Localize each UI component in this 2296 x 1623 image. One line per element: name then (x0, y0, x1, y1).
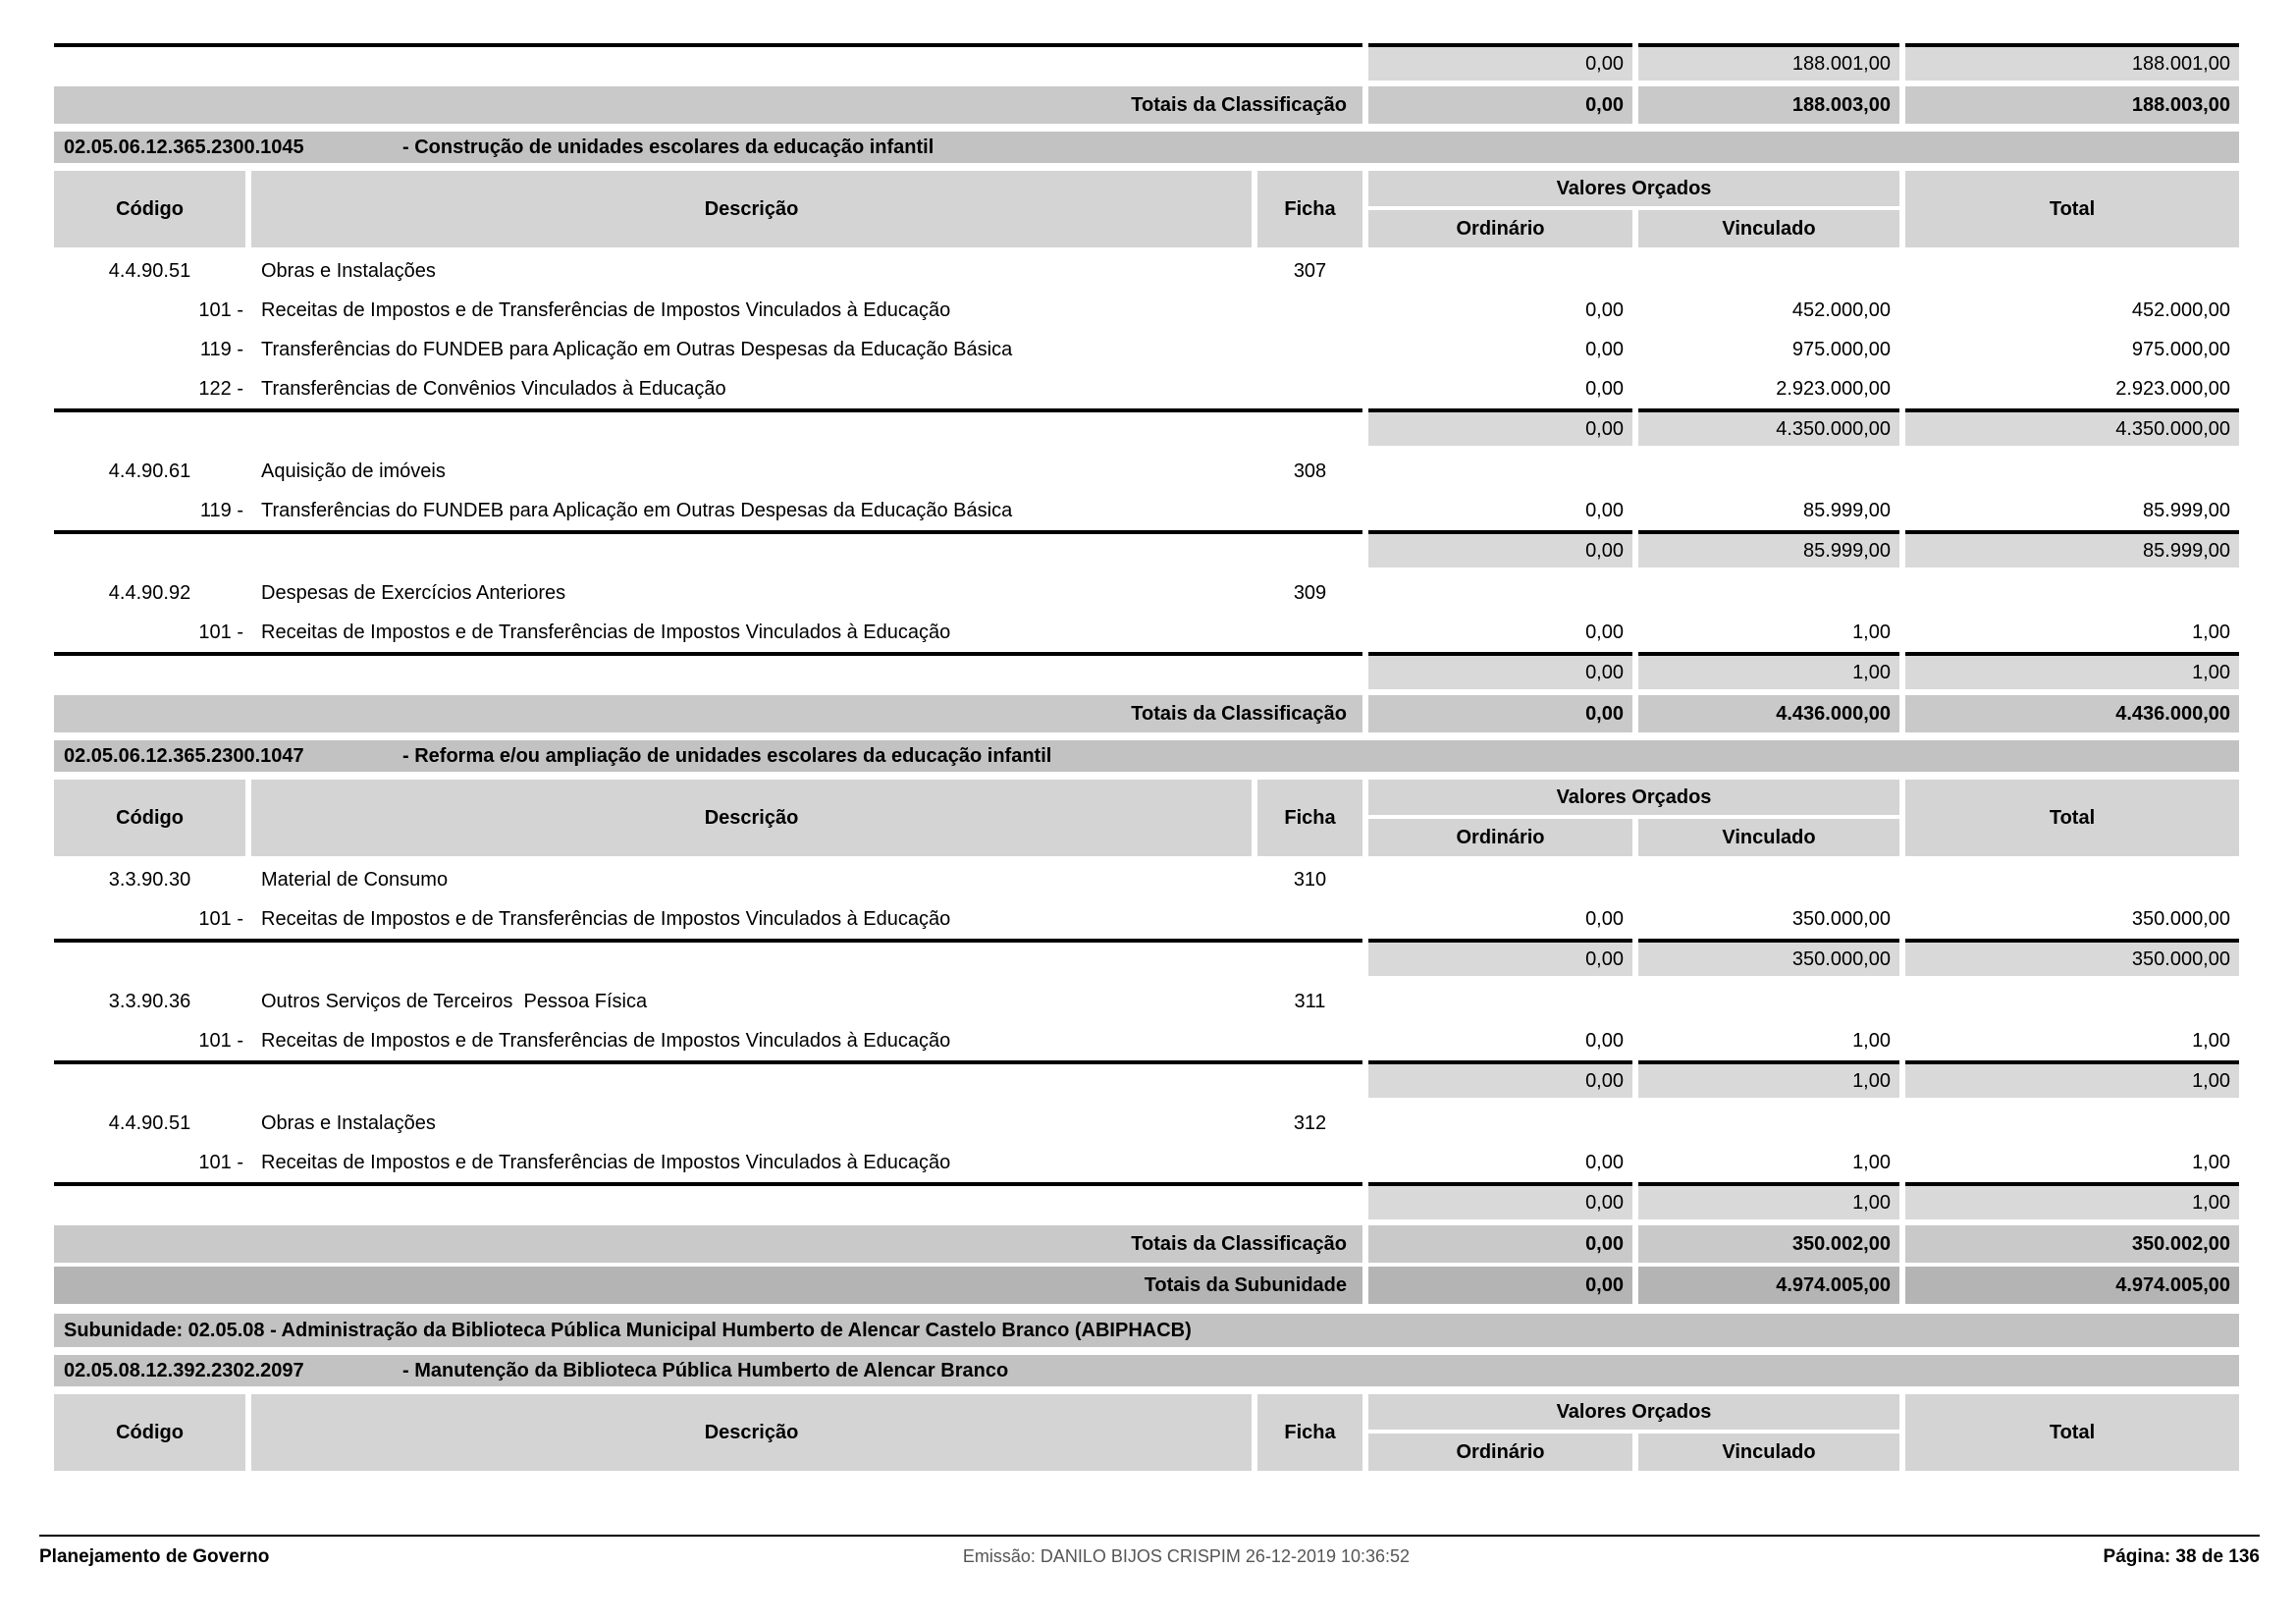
subtotal-vinculado: 85.999,00 (1638, 530, 1899, 568)
source-number: 101 - (198, 1029, 243, 1052)
column-header-descricao: Descrição (251, 780, 1252, 856)
source-vinculado: 350.000,00 (1791, 907, 1891, 930)
footer-report-name: Planejamento de Governo (39, 1546, 270, 1567)
source-description: Receitas de Impostos e de Transferências de Impostos Vinculados à Educação (261, 1151, 951, 1173)
classification-totals-vinculado: 4.436.000,00 (1638, 695, 1899, 732)
column-header-vinculado: Vinculado (1638, 210, 1899, 247)
section-title: - Manutenção da Biblioteca Pública Humberto de Alencar Branco (402, 1359, 1009, 1381)
subunit-totals-total: 4.974.005,00 (1905, 1267, 2239, 1304)
column-header-total: Total (1905, 171, 2239, 247)
funding-source-row (54, 613, 2239, 652)
column-header-total: Total (1905, 1394, 2239, 1471)
classification-totals-row (54, 695, 2239, 732)
source-description: Transferências do FUNDEB para Aplicação em Outras Despesas da Educação Básica (261, 338, 1013, 360)
subtotal-vinculado: 1,00 (1638, 1060, 1899, 1098)
subtotal-row (54, 530, 2239, 568)
classification-totals-total: 4.436.000,00 (1905, 695, 2239, 732)
funding-source-row (54, 491, 2239, 530)
report-table (54, 43, 2239, 1475)
section-header-band (54, 1355, 2239, 1386)
funding-source-row (54, 330, 2239, 369)
column-header-ficha: Ficha (1257, 171, 1362, 247)
classification-totals-ordinario: 0,00 (1368, 695, 1632, 732)
expense-code: 4.4.90.92 (108, 581, 191, 604)
expense-code: 4.4.90.51 (108, 259, 191, 282)
column-header-descricao: Descrição (251, 1394, 1252, 1471)
source-vinculado: 452.000,00 (1791, 298, 1891, 321)
source-ordinario: 0,00 (1585, 621, 1624, 643)
subunit-totals-ordinario: 0,00 (1368, 1267, 1632, 1304)
subtotal-label-spacer (54, 530, 1362, 568)
subtotal-label-spacer (54, 43, 1362, 81)
subunit-totals-row (54, 1267, 2239, 1304)
subtotal-ordinario: 0,00 (1368, 652, 1632, 689)
classification-totals-ordinario: 0,00 (1368, 86, 1632, 124)
classification-totals-total: 350.002,00 (1905, 1225, 2239, 1263)
expense-ficha: 311 (1294, 990, 1326, 1012)
source-number: 101 - (198, 907, 243, 930)
source-total: 975.000,00 (2131, 338, 2230, 360)
funding-source-row (54, 1021, 2239, 1060)
source-vinculado: 2.923.000,00 (1776, 377, 1891, 400)
column-header-row (54, 171, 2239, 247)
column-header-codigo: Código (54, 171, 245, 247)
source-description: Receitas de Impostos e de Transferências de Impostos Vinculados à Educação (261, 1029, 951, 1052)
funding-source-row (54, 291, 2239, 330)
expense-description: Despesas de Exercícios Anteriores (261, 581, 566, 604)
expense-code: 4.4.90.51 (108, 1111, 191, 1134)
expense-description: Aquisição de imóveis (261, 460, 446, 482)
expense-code: 3.3.90.30 (108, 868, 191, 891)
subtotal-row (54, 1060, 2239, 1098)
source-number: 119 - (199, 499, 243, 521)
subtotal-ordinario: 0,00 (1368, 408, 1632, 446)
source-vinculado: 975.000,00 (1791, 338, 1891, 360)
source-total: 1,00 (2192, 621, 2230, 643)
column-header-codigo: Código (54, 1394, 245, 1471)
subunit-band (54, 1314, 2239, 1347)
footer-page-number: Página: 38 de 136 (2103, 1546, 2260, 1567)
subtotal-ordinario: 0,00 (1368, 1060, 1632, 1098)
source-ordinario: 0,00 (1585, 298, 1624, 321)
column-header-valores-orcados: Valores Orçados (1368, 171, 1899, 206)
subtotal-total: 1,00 (1905, 1060, 2239, 1098)
funding-source-row (54, 369, 2239, 408)
subtotal-ordinario: 0,00 (1368, 530, 1632, 568)
column-header-codigo: Código (54, 780, 245, 856)
column-header-valores-orcados: Valores Orçados (1368, 780, 1899, 815)
section-code: 02.05.06.12.365.2300.1047 (64, 744, 304, 767)
source-total: 452.000,00 (2131, 298, 2230, 321)
expense-code: 4.4.90.61 (108, 460, 191, 482)
subtotal-vinculado: 350.000,00 (1638, 939, 1899, 976)
subtotal-vinculado: 1,00 (1638, 652, 1899, 689)
classification-totals-label: Totais da Classificação (54, 1225, 1362, 1263)
source-total: 2.923.000,00 (2115, 377, 2230, 400)
classification-totals-vinculado: 350.002,00 (1638, 1225, 1899, 1263)
subtotal-row (54, 408, 2239, 446)
footer-emission-info: Emissão: DANILO BIJOS CRISPIM 26-12-2019 10:36:52 (962, 1546, 1411, 1566)
classification-totals-label: Totais da Classificação (54, 695, 1362, 732)
subunit-totals-vinculado: 4.974.005,00 (1638, 1267, 1899, 1304)
column-header-ordinario: Ordinário (1368, 210, 1632, 247)
subtotal-vinculado: 4.350.000,00 (1638, 408, 1899, 446)
subtotal-total: 85.999,00 (1905, 530, 2239, 568)
subtotal-vinculado: 1,00 (1638, 1182, 1899, 1219)
section-header-band (54, 740, 2239, 772)
classification-totals-row (54, 86, 2239, 124)
classification-totals-vinculado: 188.003,00 (1638, 86, 1899, 124)
expense-ficha: 308 (1293, 460, 1327, 482)
subtotal-total: 350.000,00 (1905, 939, 2239, 976)
column-header-descricao: Descrição (251, 171, 1252, 247)
source-ordinario: 0,00 (1585, 907, 1624, 930)
subtotal-total: 188.001,00 (1905, 43, 2239, 81)
source-description: Transferências de Convênios Vinculados à Educação (261, 377, 726, 400)
subtotal-vinculado: 188.001,00 (1638, 43, 1899, 81)
expense-description: Obras e Instalações (261, 1111, 436, 1134)
subtotal-total: 1,00 (1905, 1182, 2239, 1219)
source-vinculado: 1,00 (1852, 621, 1891, 643)
expense-code-row (54, 251, 2239, 291)
column-header-total: Total (1905, 780, 2239, 856)
source-description: Transferências do FUNDEB para Aplicação em Outras Despesas da Educação Básica (261, 499, 1013, 521)
source-number: 101 - (198, 621, 243, 643)
subtotal-row (54, 939, 2239, 976)
source-number: 101 - (198, 298, 243, 321)
expense-code: 3.3.90.36 (108, 990, 191, 1012)
subtotal-label-spacer (54, 939, 1362, 976)
classification-totals-label: Totais da Classificação (54, 86, 1362, 124)
classification-totals-ordinario: 0,00 (1368, 1225, 1632, 1263)
source-ordinario: 0,00 (1585, 377, 1624, 400)
column-header-ordinario: Ordinário (1368, 819, 1632, 856)
expense-description: Material de Consumo (261, 868, 449, 891)
subtotal-ordinario: 0,00 (1368, 939, 1632, 976)
subtotal-label-spacer (54, 1182, 1362, 1219)
source-description: Receitas de Impostos e de Transferências de Impostos Vinculados à Educação (261, 621, 951, 643)
expense-code-row (54, 1104, 2239, 1143)
classification-totals-row (54, 1225, 2239, 1263)
source-total: 1,00 (2192, 1151, 2230, 1173)
subtotal-total: 4.350.000,00 (1905, 408, 2239, 446)
funding-source-row (54, 899, 2239, 939)
source-vinculado: 85.999,00 (1803, 499, 1891, 521)
column-header-ficha: Ficha (1257, 1394, 1362, 1471)
column-header-row (54, 1394, 2239, 1471)
subtotal-label-spacer (54, 408, 1362, 446)
expense-code-row (54, 982, 2239, 1021)
subtotal-row (54, 652, 2239, 689)
classification-totals-total: 188.003,00 (1905, 86, 2239, 124)
source-description: Receitas de Impostos e de Transferências de Impostos Vinculados à Educação (261, 907, 951, 930)
column-header-row (54, 780, 2239, 856)
subunit-band-label: Subunidade: 02.05.08 - Administração da Biblioteca Pública Municipal Humberto de Alencar Castelo Branco (ABIPHACB) (64, 1319, 1192, 1341)
column-header-ordinario: Ordinário (1368, 1434, 1632, 1471)
source-number: 122 - (198, 377, 243, 400)
subtotal-row (54, 1182, 2239, 1219)
expense-description: Obras e Instalações (261, 259, 436, 282)
expense-ficha: 310 (1293, 868, 1327, 891)
subtotal-ordinario: 0,00 (1368, 1182, 1632, 1219)
column-header-vinculado: Vinculado (1638, 819, 1899, 856)
source-number: 101 - (198, 1151, 243, 1173)
expense-ficha: 312 (1293, 1111, 1327, 1134)
expense-description: Outros Serviços de Terceiros Pessoa Física (261, 990, 648, 1012)
subtotal-label-spacer (54, 1060, 1362, 1098)
source-ordinario: 0,00 (1585, 1029, 1624, 1052)
source-description: Receitas de Impostos e de Transferências de Impostos Vinculados à Educação (261, 298, 951, 321)
column-header-ficha: Ficha (1257, 780, 1362, 856)
section-title: - Reforma e/ou ampliação de unidades escolares da educação infantil (402, 744, 1052, 767)
subtotal-total: 1,00 (1905, 652, 2239, 689)
source-ordinario: 0,00 (1585, 338, 1624, 360)
section-header-band (54, 132, 2239, 163)
source-total: 85.999,00 (2143, 499, 2230, 521)
expense-code-row (54, 860, 2239, 899)
source-total: 1,00 (2192, 1029, 2230, 1052)
section-title: - Construção de unidades escolares da educação infantil (402, 135, 934, 158)
expense-code-row (54, 573, 2239, 613)
page-footer (39, 1535, 2260, 1568)
source-total: 350.000,00 (2131, 907, 2230, 930)
subtotal-row (54, 43, 2239, 81)
funding-source-row (54, 1143, 2239, 1182)
source-ordinario: 0,00 (1585, 499, 1624, 521)
expense-code-row (54, 452, 2239, 491)
section-code: 02.05.08.12.392.2302.2097 (64, 1359, 304, 1381)
source-vinculado: 1,00 (1852, 1151, 1891, 1173)
column-header-valores-orcados: Valores Orçados (1368, 1394, 1899, 1430)
source-ordinario: 0,00 (1585, 1151, 1624, 1173)
expense-ficha: 309 (1293, 581, 1327, 604)
subunit-totals-label: Totais da Subunidade (54, 1267, 1362, 1304)
subtotal-label-spacer (54, 652, 1362, 689)
section-code: 02.05.06.12.365.2300.1045 (64, 135, 304, 158)
expense-ficha: 307 (1293, 259, 1327, 282)
column-header-vinculado: Vinculado (1638, 1434, 1899, 1471)
source-number: 119 - (199, 338, 243, 360)
source-vinculado: 1,00 (1852, 1029, 1891, 1052)
subtotal-ordinario: 0,00 (1368, 43, 1632, 81)
